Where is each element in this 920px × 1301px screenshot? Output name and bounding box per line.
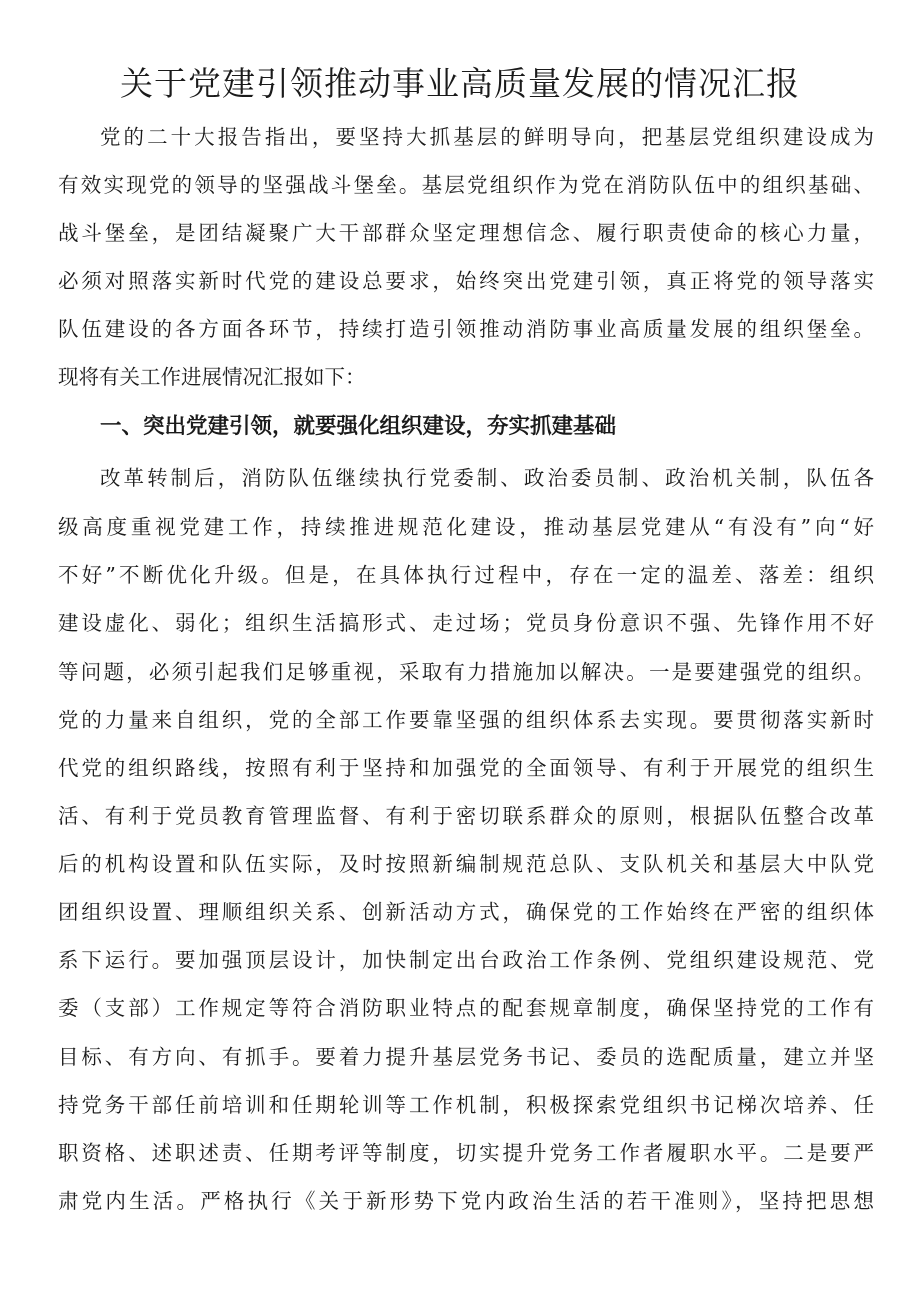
body-line: 党的力量来自组织，党的全部工作要靠坚强的组织体系去实现。要贯彻落实新时 <box>58 708 874 732</box>
body-line: 代党的组织路线，按照有利于坚持和加强党的全面领导、有利于开展党的组织生 <box>58 756 874 780</box>
body-line: 系下运行。要加强顶层设计，加快制定出台政治工作条例、党组织建设规范、党 <box>58 948 874 972</box>
section-heading: 一、突出党建引领，就要强化组织建设，夯实抓建基础 <box>100 414 617 439</box>
body-line: 职资格、述职述责、任期考评等制度，切实提升党务工作者履职水平。二是要严 <box>58 1141 874 1165</box>
intro-line: 战斗堡垒，是团结凝聚广大干部群众坚定理想信念、履行职责使命的核心力量， <box>58 221 874 245</box>
body-line: 团组织设置、理顺组织关系、创新活动方式，确保党的工作始终在严密的组织体 <box>58 900 874 924</box>
body-line: 持党务干部任前培训和任期轮训等工作机制，积极探索党组织书记梯次培养、任 <box>58 1093 874 1117</box>
document-title: 关于党建引领推动事业高质量发展的情况汇报 <box>120 64 800 103</box>
body-line: 后的机构设置和队伍实际，及时按照新编制规范总队、支队机关和基层大中队党 <box>58 852 874 876</box>
body-line: 活、有利于党员教育管理监督、有利于密切联系群众的原则，根据队伍整合改革 <box>58 804 874 828</box>
body-line: 委（支部）工作规定等符合消防职业特点的配套规章制度，确保坚持党的工作有 <box>58 996 874 1020</box>
body-line: 等问题，必须引起我们足够重视，采取有力措施加以解决。一是要建强党的组织。 <box>58 660 874 684</box>
body-line: 建设虚化、弱化；组织生活搞形式、走过场；党员身份意识不强、先锋作用不好 <box>58 611 874 635</box>
body-line: 目标、有方向、有抓手。要着力提升基层党务书记、委员的选配质量，建立并坚 <box>58 1045 874 1069</box>
intro-line: 有效实现党的领导的坚强战斗堡垒。基层党组织作为党在消防队伍中的组织基础、 <box>58 173 874 197</box>
intro-line: 现将有关工作进展情况汇报如下： <box>58 365 366 389</box>
intro-line: 队伍建设的各方面各环节，持续打造引领推动消防事业高质量发展的组织堡垒。 <box>58 317 874 341</box>
intro-line: 党的二十大报告指出，要坚持大抓基层的鲜明导向，把基层党组织建设成为 <box>100 125 874 149</box>
body-line: 级高度重视党建工作，持续推进规范化建设，推动基层党建从“有没有”向“好 <box>58 515 874 539</box>
body-line: 肃党内生活。严格执行《关于新形势下党内政治生活的若干准则》，坚持把思想 <box>58 1189 874 1213</box>
body-line: 改革转制后，消防队伍继续执行党委制、政治委员制、政治机关制，队伍各 <box>100 466 874 490</box>
body-line: 不好”不断优化升级。但是，在具体执行过程中，存在一定的温差、落差：组织 <box>58 563 874 587</box>
intro-line: 必须对照落实新时代党的建设总要求，始终突出党建引领，真正将党的领导落实 <box>58 269 874 293</box>
